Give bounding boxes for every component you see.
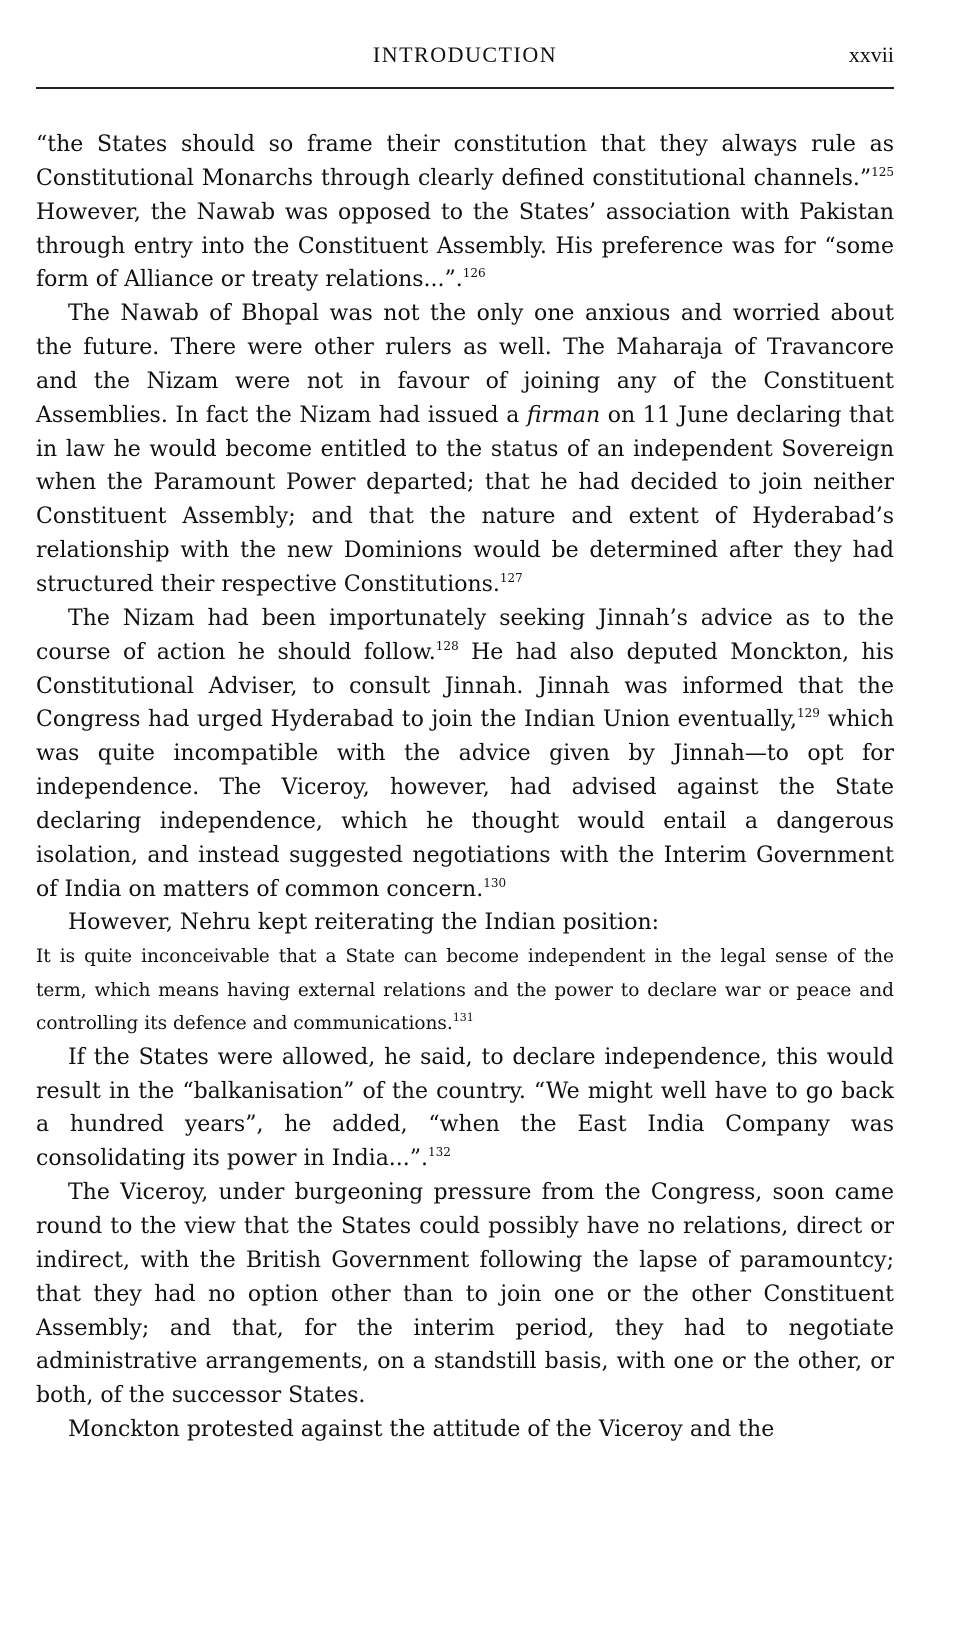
paragraph-6 (36, 1176, 894, 1413)
body-text (36, 128, 894, 1447)
paragraph-3-text-2: He had also deputed Monckton, his Constitutional Adviser, to consult Jinnah. Jinnah was informed that the Congress had urged Hyderabad to join the Indian Union eventually, (36, 639, 895, 733)
header-rule (36, 87, 894, 89)
paragraph-7 (36, 1413, 894, 1447)
paragraph-5-text: If the States were allowed, he said, to declare independence, this would result in the “balkanisation” of the country. “We might well have to go back a hundred years”, he added, “when the East India Company was consolidating its power in India...”. (36, 1044, 894, 1172)
paragraph-1-text-2: However, the Nawab was opposed to the States’ association with Pakistan through entry into the Constituent Assembly. His preference was for “some form of Alliance or treaty relations...”. (36, 199, 894, 293)
running-head (36, 38, 894, 78)
paragraph-2 (36, 297, 894, 602)
paragraph-6-text: The Viceroy, under burgeoning pressure from the Congress, soon came round to the view that the States could possibly have no relations, direct or indirect, with the British Government following the lapse of paramountcy; that they had no option other than to join one or the other Constituent Assembly; and that, for the interim period, they had to negotiate administrative arrangements, on a standstill basis, with one or the other, or both, of the successor States. (36, 1180, 894, 1409)
footnote-ref-127: 127 (499, 570, 523, 585)
paragraph-3 (36, 602, 894, 907)
paragraph-4-text: However, Nehru kept reiterating the Indian position: (68, 910, 660, 936)
paragraph-2-text: The Nawab of Bhopal was not the only one anxious and worried about the future. There were other rulers as well. The Maharaja of Travancore and the Nizam were not in favour of joining any of the Constituent Assemblies. In fact the Nizam had issued a (36, 301, 894, 428)
paragraph-1-text: “the States should so frame their constitution that they always rule as Constitutional Monarchs through clearly defined constitutional channels.” (36, 132, 894, 191)
footnote-ref-128: 128 (435, 638, 459, 653)
page-number: xxvii (848, 42, 894, 67)
running-title: INTRODUCTION (372, 42, 558, 67)
paragraph-4 (36, 906, 894, 940)
paragraph-5 (36, 1041, 894, 1176)
footnote-ref-132: 132 (428, 1145, 451, 1160)
block-quote-text: It is quite inconceivable that a State can become independent in the legal sense of the term, which means having external relations and the power to declare war or peace and controlling its defence and communications. (36, 946, 894, 1035)
paragraph-3-text: The Nizam had been importunately seeking Jinnah’s advice as to the course of action he should follow. (36, 605, 894, 665)
italic-term: firman (526, 402, 601, 428)
paragraph-2-text-2: on 11 June declaring that in law he would become entitled to the status of an independent Sovereign when the Paramount Power departed; that he had decided to join neither Constituent Assembly; and that the nature and extent of Hyderabad’s relationship with the new Dominions would be determined after they had structured their respective Constitutions. (36, 402, 894, 597)
footnote-ref-126: 126 (462, 266, 486, 281)
footnote-ref-125: 125 (871, 164, 894, 179)
footnote-ref-129: 129 (796, 706, 820, 721)
block-quote (36, 940, 894, 1041)
footnote-ref-131: 131 (452, 1011, 474, 1025)
paragraph-3-text-3: which was quite incompatible with the advice given by Jinnah—to opt for independence. The Viceroy, however, had advised against the State declaring independence, which he thought would entail a dangerous isolation, and instead suggested negotiations with the Interim Government of India on matters of common concern. (36, 707, 894, 902)
footnote-ref-130: 130 (483, 875, 507, 890)
paragraph-1 (36, 128, 894, 297)
paragraph-7-text: Monckton protested against the attitude of the Viceroy and the (68, 1417, 775, 1443)
